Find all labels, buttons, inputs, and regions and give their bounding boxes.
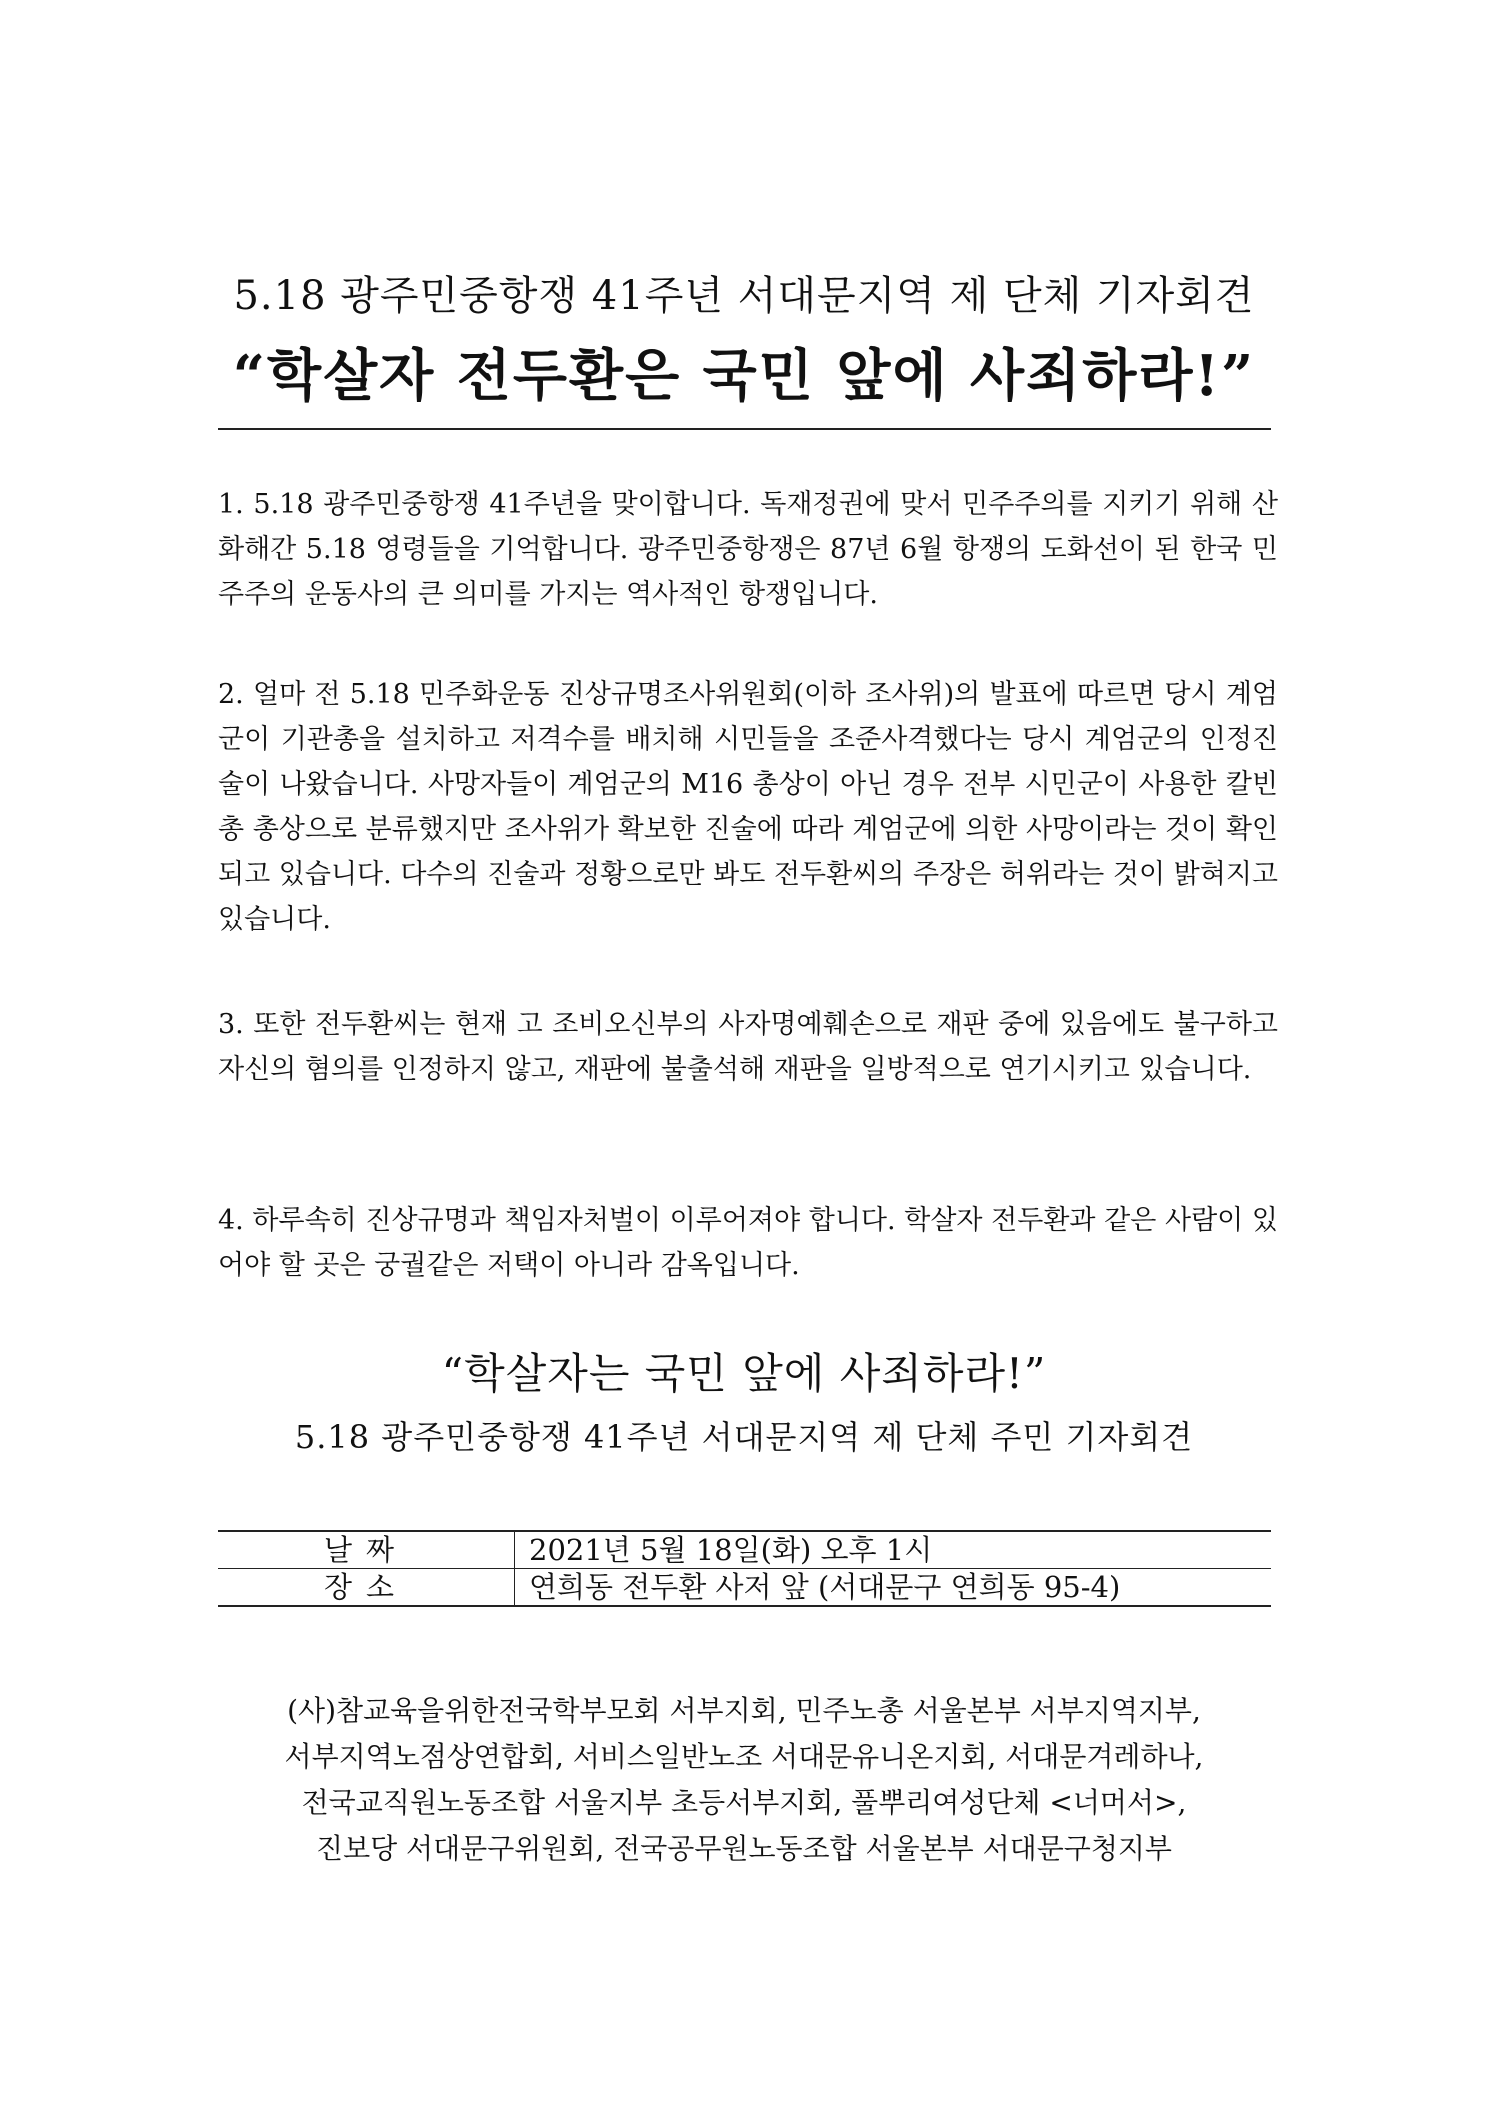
paragraph-4: 4. 하루속히 진상규명과 책임자처벌이 이루어져야 합니다. 학살자 전두환과 같은 사람이 있어야 할 곳은 궁궐같은 저택이 아니라 감옥입니다.	[218, 1205, 1278, 1281]
organizations-line-1: (사)참교육을위한전국학부모회 서부지회, 민주노총 서울본부 서부지역지부,	[287, 1694, 1201, 1727]
date-value: 2021년 5월 18일(화) 오후 1시	[529, 1533, 933, 1567]
organizations-line-3: 전국교직원노동조합 서울지부 초등서부지회, 풀뿌리여성단체 <너머서>,	[301, 1786, 1187, 1819]
paragraph-1: 1. 5.18 광주민중항쟁 41주년을 맞이합니다. 독재정권에 맞서 민주주의를 지키기 위해 산화해간 5.18 영령들을 기억합니다. 광주민중항쟁은 87년 6월 항쟁의 도화선이 된 한국 민주주의 운동사의 큰 의미를 가지는 역사적인 항쟁입니다.	[218, 489, 1278, 610]
info-row-date	[218, 1531, 1271, 1569]
header-divider	[218, 428, 1271, 430]
organizations-line-2: 서부지역노점상연합회, 서비스일반노조 서대문유니온지회, 서대문겨레하나,	[284, 1740, 1204, 1773]
info-row-place	[218, 1569, 1271, 1607]
paragraph-2: 2. 얼마 전 5.18 민주화운동 진상규명조사위원회(이하 조사위)의 발표에 따르면 당시 계엄군이 기관총을 설치하고 저격수를 배치해 시민들을 조준사격했다는 당시 계엄군의 인정진술이 나왔습니다. 사망자들이 계엄군의 M16 총상이 아닌 경우 전부 시민군이 사용한 칼빈총 총상으로 분류했지만 조사위가 확보한 진술에 따라 계엄군에 의한 사망이라는 것이 확인되고 있습니다. 다수의 진술과 정황으로만 봐도 전두환씨의 주장은 허위라는 것이 밝혀지고 있습니다.	[218, 679, 1278, 935]
closing-slogan: “학살자는 국민 앞에 사죄하라!”	[441, 1349, 1047, 1398]
closing-event-name: 5.18 광주민중항쟁 41주년 서대문지역 제 단체 주민 기자회견	[294, 1418, 1194, 1456]
organizations-line-4: 진보당 서대문구위원회, 전국공무원노동조합 서울본부 서대문구청지부	[316, 1832, 1172, 1865]
document-subtitle: 5.18 광주민중항쟁 41주년 서대문지역 제 단체 기자회견	[233, 273, 1255, 319]
place-label: 장소	[218, 1569, 515, 1607]
organizations-list	[0, 1688, 1488, 1872]
document-title: “학살자 전두환은 국민 앞에 사죄하라!”	[232, 343, 1256, 409]
date-label: 날짜	[218, 1531, 515, 1569]
place-value: 연희동 전두환 사저 앞 (서대문구 연희동 95-4)	[515, 1569, 1272, 1607]
paragraph-3: 3. 또한 전두환씨는 현재 고 조비오신부의 사자명예훼손으로 재판 중에 있음에도 불구하고 자신의 혐의를 인정하지 않고, 재판에 불출석해 재판을 일방적으로 연기시키고 있습니다.	[218, 1009, 1278, 1085]
event-info-table	[218, 1530, 1271, 1607]
